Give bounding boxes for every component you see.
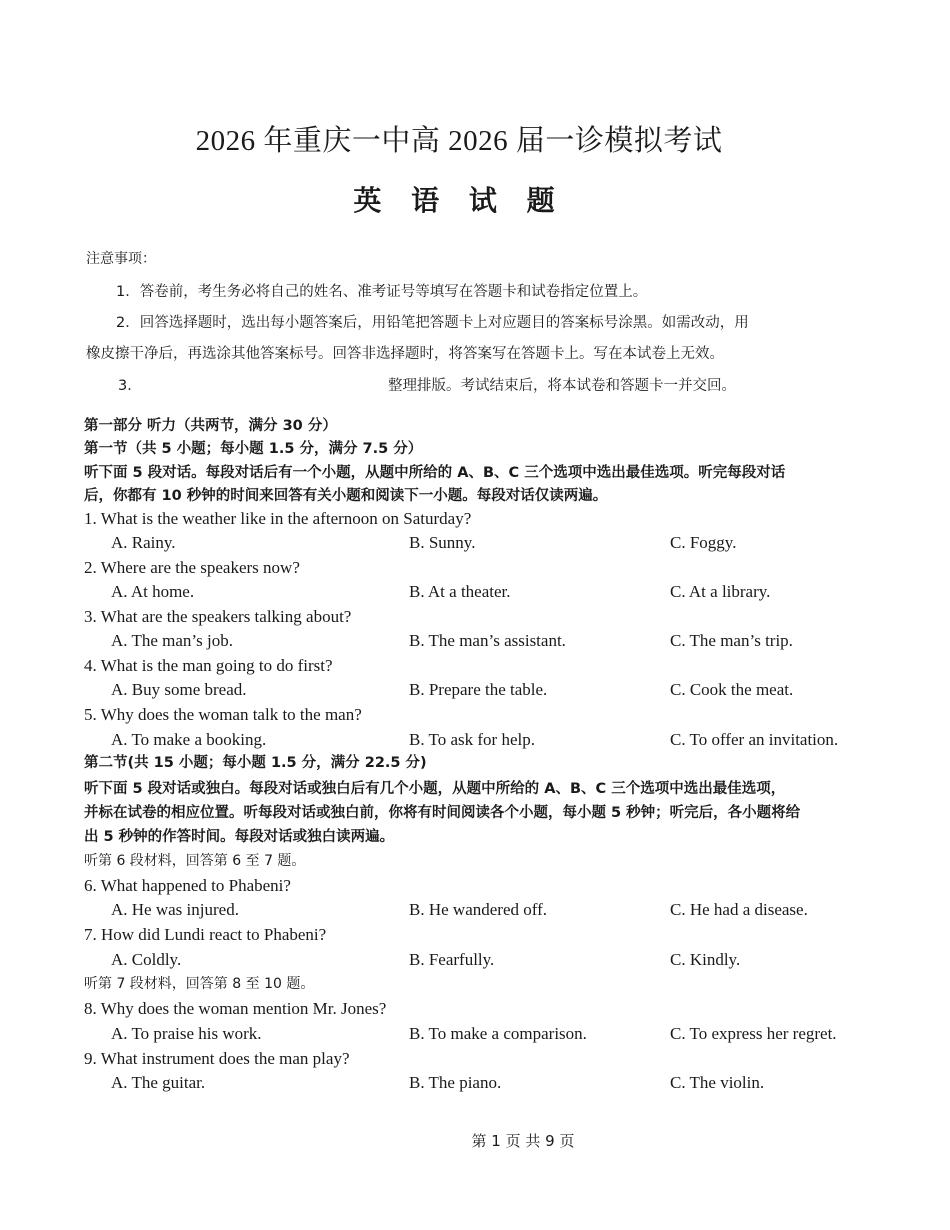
notice-item-2-line-2: 橡皮擦干净后，再选涂其他答案标号。回答非选择题时，将答案写在答题卡上。写在本试卷上无效。 [86, 346, 724, 362]
q8-option-a: A. To praise his work. [111, 1024, 262, 1043]
section-2-instructions-line-3: 出 5 秒钟的作答时间。每段对话或独白读两遍。 [84, 829, 395, 845]
q2-option-c: C. At a library. [670, 582, 771, 601]
notice-heading: 注意事项： [86, 251, 156, 267]
question-4: 4. What is the man going to do first? [84, 656, 333, 675]
q9-option-a: A. The guitar. [111, 1073, 206, 1092]
q5-option-c: C. To offer an invitation. [670, 730, 839, 749]
question-2: 2. Where are the speakers now? [84, 558, 300, 577]
q6-option-c: C. He had a disease. [670, 900, 808, 919]
material-7-note: 听第 7 段材料，回答第 8 至 10 题。 [84, 976, 315, 992]
part-1-heading: 第一部分 听力（共两节，满分 30 分） [84, 418, 337, 434]
q5-option-a: A. To make a booking. [111, 730, 267, 749]
section-2-instructions-line-2: 并标在试卷的相应位置。听每段对话或独白前，你将有时间阅读各个小题，每小题 5 秒钟；听完后，各小题将给 [84, 805, 801, 821]
q9-option-b: B. The piano. [409, 1073, 502, 1092]
notice-item-3-number: 3． [118, 378, 142, 394]
exam-subtitle: 英 语 试 题 [353, 184, 565, 217]
section-2-heading: 第二节(共 15 小题；每小题 1.5 分，满分 22.5 分) [84, 755, 427, 771]
q6-option-b: B. He wandered off. [409, 900, 548, 919]
question-3: 3. What are the speakers talking about? [84, 607, 352, 626]
question-7: 7. How did Lundi react to Phabeni? [84, 925, 327, 944]
section-2-instructions-line-1: 听下面 5 段对话或独白。每段对话或独白后有几个小题，从题中所给的 A、B、C 三个选项中选出最佳选项， [84, 781, 786, 797]
q7-option-a: A. Coldly. [111, 950, 182, 969]
question-8: 8. Why does the woman mention Mr. Jones? [84, 999, 387, 1018]
q2-option-a: A. At home. [111, 582, 195, 601]
section-1-instructions-line-2: 后，你都有 10 秒钟的时间来回答有关小题和阅读下一小题。每段对话仅读两遍。 [84, 488, 608, 504]
q3-option-c: C. The man’s trip. [670, 631, 793, 650]
q1-option-b: B. Sunny. [409, 533, 476, 552]
question-6: 6. What happened to Phabeni? [84, 876, 291, 895]
page-number: 第 1 页 共 9 页 [471, 1132, 575, 1150]
q5-option-b: B. To ask for help. [409, 730, 535, 749]
q8-option-b: B. To make a comparison. [409, 1024, 587, 1043]
q2-option-b: B. At a theater. [409, 582, 511, 601]
q4-option-c: C. Cook the meat. [670, 680, 794, 699]
q3-option-b: B. The man’s assistant. [409, 631, 566, 650]
q4-option-a: A. Buy some bread. [111, 680, 247, 699]
q8-option-c: C. To express her regret. [670, 1024, 837, 1043]
notice-item-1: 1．答卷前，考生务必将自己的姓名、准考证号等填写在答题卡和试卷指定位置上。 [116, 284, 648, 300]
q4-option-b: B. Prepare the table. [409, 680, 548, 699]
section-1-heading: 第一节（共 5 小题；每小题 1.5 分，满分 7.5 分） [84, 441, 423, 457]
question-1: 1. What is the weather like in the afternoon on Saturday? [84, 509, 472, 528]
q6-option-a: A. He was injured. [111, 900, 239, 919]
material-6-note: 听第 6 段材料，回答第 6 至 7 题。 [84, 853, 306, 869]
q3-option-a: A. The man’s job. [111, 631, 233, 650]
exam-title: 2026 年重庆一中高 2026 届一诊模拟考试 [195, 125, 723, 157]
question-9: 9. What instrument does the man play? [84, 1049, 350, 1068]
q7-option-b: B. Fearfully. [409, 950, 495, 969]
section-1-instructions-line-1: 听下面 5 段对话。每段对话后有一个小题，从题中所给的 A、B、C 三个选项中选出最佳选项。听完每段对话 [84, 465, 786, 481]
q1-option-a: A. Rainy. [111, 533, 176, 552]
q7-option-c: C. Kindly. [670, 950, 741, 969]
question-5: 5. Why does the woman talk to the man? [84, 705, 362, 724]
q1-option-c: C. Foggy. [670, 533, 737, 552]
q9-option-c: C. The violin. [670, 1073, 765, 1092]
notice-item-3-text: 整理排版。考试结束后，将本试卷和答题卡一并交回。 [388, 378, 736, 394]
notice-item-2-line-1: 2．回答选择题时，选出每小题答案后，用铅笔把答题卡上对应题目的答案标号涂黑。如需改动，用 [116, 315, 749, 331]
